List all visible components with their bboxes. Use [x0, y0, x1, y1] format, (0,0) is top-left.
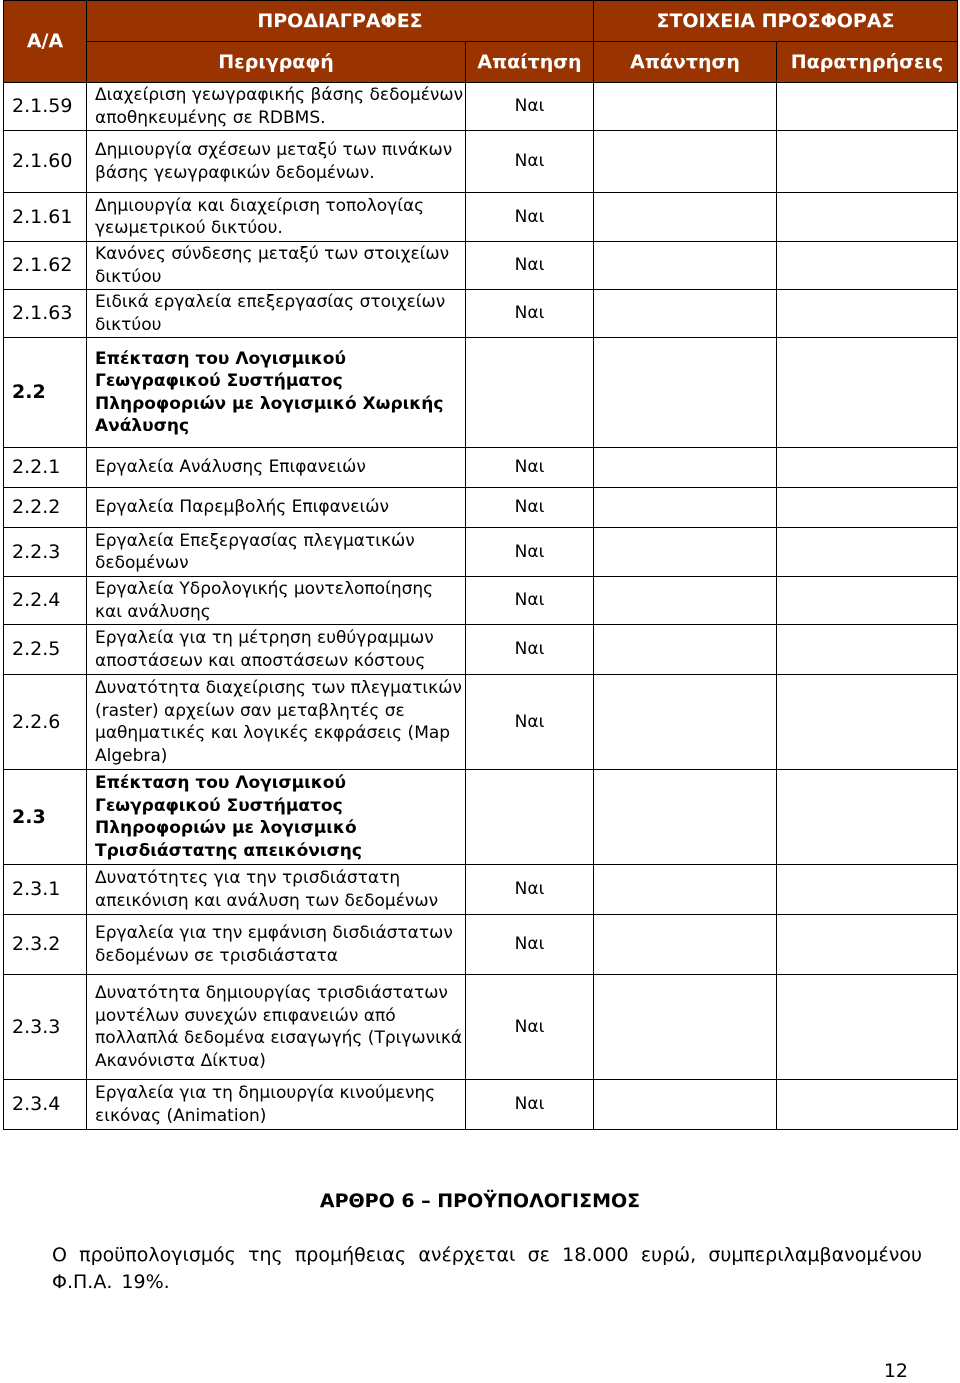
row-answer: [594, 577, 777, 625]
row-requirement: [466, 770, 594, 865]
row-remarks: [777, 577, 958, 625]
row-requirement: Ναι: [466, 528, 594, 577]
row-requirement: Ναι: [466, 675, 594, 770]
table-row: [4, 242, 958, 290]
row-description: Κανόνες σύνδεσης μεταξύ των στοιχείων δικτύου: [87, 242, 466, 290]
row-remarks: [777, 625, 958, 675]
table-row: [4, 83, 958, 131]
row-answer: [594, 448, 777, 488]
row-requirement: Ναι: [466, 488, 594, 528]
row-id: 2.2.4: [4, 577, 87, 625]
row-remarks: [777, 338, 958, 448]
row-requirement: Ναι: [466, 975, 594, 1080]
row-answer: [594, 865, 777, 915]
row-answer: [594, 975, 777, 1080]
row-id: 2.2.1: [4, 448, 87, 488]
row-answer: [594, 83, 777, 131]
row-requirement: [466, 338, 594, 448]
row-description: Επέκταση του Λογισμικού Γεωγραφικού Συστήματος Πληροφοριών με λογισμικό Τρισδιάστατης απεικόνισης: [87, 770, 466, 865]
row-remarks: [777, 770, 958, 865]
row-answer: [594, 1080, 777, 1130]
table-row: [4, 448, 958, 488]
table-row: [4, 193, 958, 242]
row-id: 2.3.2: [4, 915, 87, 975]
row-answer: [594, 488, 777, 528]
budget-paragraph: Ο προϋπολογισμός της προμήθειας ανέρχεται σε 18.000 ευρώ, συμπεριλαμβανομένου Φ.Π.Α. 19%.: [52, 1244, 922, 1293]
row-description: Εργαλεία για τη δημιουργία κινούμενης εικόνας (Animation): [87, 1080, 466, 1130]
row-remarks: [777, 975, 958, 1080]
header-description: Περιγραφή: [87, 42, 466, 83]
row-requirement: Ναι: [466, 83, 594, 131]
row-remarks: [777, 131, 958, 193]
row-id: 2.2.2: [4, 488, 87, 528]
row-requirement: Ναι: [466, 1080, 594, 1130]
row-id: 2.1.59: [4, 83, 87, 131]
header-aa: Α/Α: [4, 1, 87, 83]
row-id: 2.3.1: [4, 865, 87, 915]
row-remarks: [777, 193, 958, 242]
row-remarks: [777, 915, 958, 975]
table-row: [4, 338, 958, 448]
row-remarks: [777, 528, 958, 577]
row-id: 2.3.3: [4, 975, 87, 1080]
row-description: Διαχείριση γεωγραφικής βάσης δεδομένων αποθηκευμένης σε RDBMS.: [87, 83, 466, 131]
table-row: [4, 770, 958, 865]
row-answer: [594, 193, 777, 242]
table-row: [4, 915, 958, 975]
row-remarks: [777, 675, 958, 770]
row-answer: [594, 625, 777, 675]
row-answer: [594, 675, 777, 770]
row-description: Δυνατότητα δημιουργίας τρισδιάστατων μοντέλων συνεχών επιφανειών από πολλαπλά δεδομένα εισαγωγής (Τριγωνικά Ακανόνιστα Δίκτυα): [87, 975, 466, 1080]
specifications-body: [4, 83, 958, 1130]
row-requirement: Ναι: [466, 577, 594, 625]
row-answer: [594, 338, 777, 448]
article-title: ΑΡΘΡΟ 6 – ΠΡΟΫΠΟΛΟΓΙΣΜΟΣ: [319, 1190, 641, 1212]
table-row: [4, 577, 958, 625]
row-description: Ειδικά εργαλεία επεξεργασίας στοιχείων δικτύου: [87, 290, 466, 338]
header-requirement: Απαίτηση: [466, 42, 594, 83]
row-remarks: [777, 448, 958, 488]
specifications-table: [3, 0, 958, 1130]
row-id: 2.2: [4, 338, 87, 448]
row-requirement: Ναι: [466, 290, 594, 338]
row-id: 2.2.3: [4, 528, 87, 577]
row-requirement: Ναι: [466, 242, 594, 290]
table-row: [4, 131, 958, 193]
row-answer: [594, 242, 777, 290]
row-id: 2.1.62: [4, 242, 87, 290]
table-row: [4, 625, 958, 675]
row-requirement: Ναι: [466, 131, 594, 193]
row-remarks: [777, 83, 958, 131]
row-answer: [594, 528, 777, 577]
header-specs: ΠΡΟΔΙΑΓΡΑΦΕΣ: [87, 1, 594, 42]
row-description: Εργαλεία για την εμφάνιση δισδιάστατων δεδομένων σε τρισδιάστατα: [87, 915, 466, 975]
header-answer: Απάντηση: [594, 42, 777, 83]
row-id: 2.1.63: [4, 290, 87, 338]
row-description: Εργαλεία Υδρολογικής μοντελοποίησης και ανάλυσης: [87, 577, 466, 625]
row-remarks: [777, 290, 958, 338]
row-description: Εργαλεία Παρεμβολής Επιφανειών: [87, 488, 466, 528]
row-id: 2.2.6: [4, 675, 87, 770]
table-row: [4, 675, 958, 770]
row-remarks: [777, 1080, 958, 1130]
row-requirement: Ναι: [466, 193, 594, 242]
row-description: Επέκταση του Λογισμικού Γεωγραφικού Συστήματος Πληροφοριών με λογισμικό Χωρικής Ανάλυσης: [87, 338, 466, 448]
row-description: Δυνατότητα διαχείρισης των πλεγματικών (raster) αρχείων σαν μεταβλητές σε μαθηματικές και λογικές εκφράσεις (Map Algebra): [87, 675, 466, 770]
page-number: 12: [883, 1360, 908, 1382]
row-answer: [594, 290, 777, 338]
table-row: [4, 1080, 958, 1130]
row-description: Δυνατότητες για την τρισδιάστατη απεικόνιση και ανάλυση των δεδομένων: [87, 865, 466, 915]
row-description: Εργαλεία Ανάλυσης Επιφανειών: [87, 448, 466, 488]
row-answer: [594, 770, 777, 865]
table-row: [4, 975, 958, 1080]
row-requirement: Ναι: [466, 915, 594, 975]
row-description: Δημιουργία σχέσεων μεταξύ των πινάκων βάσης γεωγραφικών δεδομένων.: [87, 131, 466, 193]
row-id: 2.3: [4, 770, 87, 865]
row-id: 2.3.4: [4, 1080, 87, 1130]
row-requirement: Ναι: [466, 625, 594, 675]
row-id: 2.2.5: [4, 625, 87, 675]
row-requirement: Ναι: [466, 448, 594, 488]
row-description: Δημιουργία και διαχείριση τοπολογίας γεωμετρικού δικτύου.: [87, 193, 466, 242]
header-remarks: Παρατηρήσεις: [777, 42, 958, 83]
header-offer: ΣΤΟΙΧΕΙΑ ΠΡΟΣΦΟΡΑΣ: [594, 1, 958, 42]
row-remarks: [777, 865, 958, 915]
row-answer: [594, 131, 777, 193]
row-requirement: Ναι: [466, 865, 594, 915]
row-remarks: [777, 242, 958, 290]
row-description: Εργαλεία Επεξεργασίας πλεγματικών δεδομένων: [87, 528, 466, 577]
row-id: 2.1.60: [4, 131, 87, 193]
table-row: [4, 290, 958, 338]
table-row: [4, 865, 958, 915]
row-description: Εργαλεία για τη μέτρηση ευθύγραμμων αποστάσεων και αποστάσεων κόστους: [87, 625, 466, 675]
row-answer: [594, 915, 777, 975]
table-row: [4, 528, 958, 577]
row-remarks: [777, 488, 958, 528]
row-id: 2.1.61: [4, 193, 87, 242]
table-row: [4, 488, 958, 528]
